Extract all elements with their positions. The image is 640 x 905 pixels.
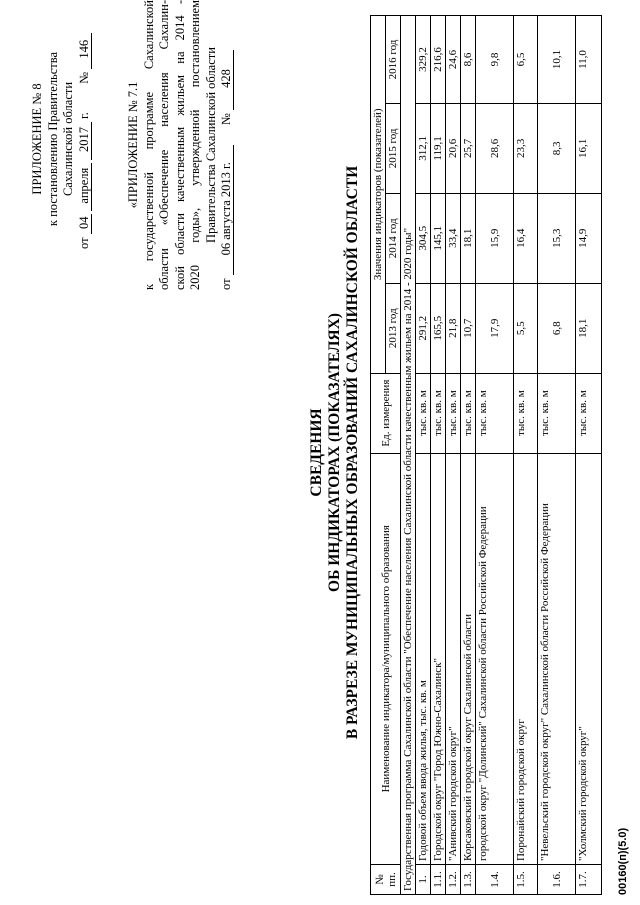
header-name: Наименование индикатора/муниципального образования: [371, 453, 401, 864]
row-unit: тыс. кв. м: [538, 373, 576, 453]
row-value-2015: 25,7: [461, 103, 476, 193]
row-value-2013: 6,8: [538, 283, 576, 373]
row-value-2013: 18,1: [576, 283, 602, 373]
appendix-8-number-label: №: [76, 71, 91, 84]
row-number: 1.: [416, 865, 431, 895]
row-name: "Холмский городской округ": [576, 453, 602, 864]
row-value-2014: 15,3: [538, 193, 576, 283]
header-year-2016: 2016 год: [386, 16, 401, 104]
row-number: 1.4.: [476, 865, 514, 895]
row-name: Городской округ "Город Южно-Сахалинск": [431, 453, 446, 864]
row-unit: тыс. кв. м: [461, 373, 476, 453]
title-line1: СВЕДЕНИЯ: [308, 408, 325, 497]
appendix-8-number: 146: [78, 33, 92, 69]
row-value-2014: 304,5: [416, 193, 431, 283]
row-name: Годовой объем ввода жилья, тыс. кв. м: [416, 453, 431, 864]
header-values: Значения индикаторов (показателей): [371, 16, 386, 374]
row-value-2013: 165,5: [431, 283, 446, 373]
row-value-2013: 17,9: [476, 283, 514, 373]
row-value-2016: 6,5: [514, 16, 538, 104]
row-number: 1.5.: [514, 865, 538, 895]
appendix-7-1-date: 06 августа 2013 г.: [220, 145, 234, 275]
appendix-7-1-line5: Правительства Сахалинской области: [203, 47, 218, 243]
title-line3: В РАЗРЕЗЕ МУНИЦИПАЛЬНЫХ ОБРАЗОВАНИЙ САХАЛИНСКОЙ ОБЛАСТИ: [344, 165, 361, 740]
document-code: 00160(п)(5.0): [617, 827, 629, 895]
row-value-2016: 9,8: [476, 16, 514, 104]
appendix-8-block: [30, 29, 92, 249]
row-number: 1.2.: [446, 865, 461, 895]
row-name: "Невельский городской округ" Сахалинской области Российской Федерации: [538, 453, 576, 864]
row-value-2015: 28,6: [476, 103, 514, 193]
row-number: 1.1.: [431, 865, 446, 895]
row-value-2015: 119,1: [431, 103, 446, 193]
header-number: № пп.: [371, 865, 401, 895]
row-value-2013: 291,2: [416, 283, 431, 373]
appendix-8-year: 2017: [78, 122, 92, 160]
appendix-8-line2: Сахалинской области: [61, 81, 75, 197]
table-row: [476, 16, 514, 895]
row-name: городской округ "Долинский" Сахалинской области Российской Федерации: [476, 453, 514, 864]
header-year-2013: 2013 год: [386, 283, 401, 373]
appendix-8-date-line: [77, 29, 93, 249]
header-unit: Ед. измерения: [371, 373, 401, 453]
row-value-2013: 5,5: [514, 283, 538, 373]
row-value-2016: 8,6: [461, 16, 476, 104]
appendix-7-1-from-label: от: [219, 278, 233, 290]
indicators-table: [370, 15, 602, 895]
row-value-2015: 312,1: [416, 103, 431, 193]
appendix-8-month: апреля: [78, 163, 92, 211]
appendix-8-from-label: от: [76, 237, 91, 249]
appendix-7-1-line4: 2020 годы», утвержденной постановлением: [188, 0, 202, 290]
document-title: [308, 0, 362, 905]
row-value-2015: 16,1: [576, 103, 602, 193]
row-value-2015: 8,3: [538, 103, 576, 193]
row-number: 1.7.: [576, 865, 602, 895]
row-number: 1.3.: [461, 865, 476, 895]
table-row: [431, 16, 446, 895]
title-line2: ОБ ИНДИКАТОРАХ (ПОКАЗАТЕЛЯХ): [326, 313, 343, 592]
row-value-2013: 21,8: [446, 283, 461, 373]
table-row: [538, 16, 576, 895]
row-value-2014: 16,4: [514, 193, 538, 283]
appendix-8-line1: к постановлению Правительства: [45, 51, 60, 227]
table-row: [446, 16, 461, 895]
appendix-8-title: ПРИЛОЖЕНИЕ № 8: [30, 83, 44, 195]
row-unit: тыс. кв. м: [446, 373, 461, 453]
row-unit: тыс. кв. м: [431, 373, 446, 453]
row-value-2016: 10,1: [538, 16, 576, 104]
appendix-7-1-line1: к государственной программе Сахалинской: [141, 0, 156, 290]
row-value-2016: 24,6: [446, 16, 461, 104]
row-name: Корсаковский городской округ Сахалинской области: [461, 453, 476, 864]
appendix-7-1-date-line: [219, 0, 235, 290]
row-value-2014: 14,9: [576, 193, 602, 283]
row-value-2015: 23,3: [514, 103, 538, 193]
row-unit: тыс. кв. м: [416, 373, 431, 453]
table-row: [416, 16, 431, 895]
row-value-2014: 33,4: [446, 193, 461, 283]
row-name: Поронайский городской округ: [514, 453, 538, 864]
row-value-2015: 20,6: [446, 103, 461, 193]
appendix-8-year-suffix: г.: [76, 112, 91, 119]
row-value-2016: 11,0: [576, 16, 602, 104]
row-unit: тыс. кв. м: [476, 373, 514, 453]
header-year-2014: 2014 год: [386, 193, 401, 283]
table-row: [461, 16, 476, 895]
table-row: [514, 16, 538, 895]
appendix-7-1-line2: области «Обеспечение населения Сахалин-: [157, 0, 171, 290]
row-value-2013: 10,7: [461, 283, 476, 373]
row-value-2016: 329,2: [416, 16, 431, 104]
row-value-2014: 15,9: [476, 193, 514, 283]
row-value-2014: 18,1: [461, 193, 476, 283]
header-year-2015: 2015 год: [386, 103, 401, 193]
program-row: [401, 16, 416, 895]
row-name: "Анивский городской округ": [446, 453, 461, 864]
appendix-7-1-title: «ПРИЛОЖЕНИЕ № 7.1: [126, 81, 140, 209]
appendix-7-1-line3: ской области качественным жильем на 2014 -: [172, 0, 187, 290]
row-number: 1.6.: [538, 865, 576, 895]
row-unit: тыс. кв. м: [576, 373, 602, 453]
row-value-2014: 145,1: [431, 193, 446, 283]
appendix-7-1-number-label: №: [219, 113, 233, 126]
program-name: Государственная программа Сахалинской области "Обеспечение населения Сахалинской области качественным жильем на 2014 - 2020 годы": [401, 16, 416, 895]
appendix-7-1-number: 428: [220, 50, 234, 110]
appendix-8-day: 04: [78, 214, 92, 234]
row-unit: тыс. кв. м: [514, 373, 538, 453]
row-value-2016: 216,6: [431, 16, 446, 104]
appendix-7-1-block: [126, 0, 235, 290]
table-row: [576, 16, 602, 895]
